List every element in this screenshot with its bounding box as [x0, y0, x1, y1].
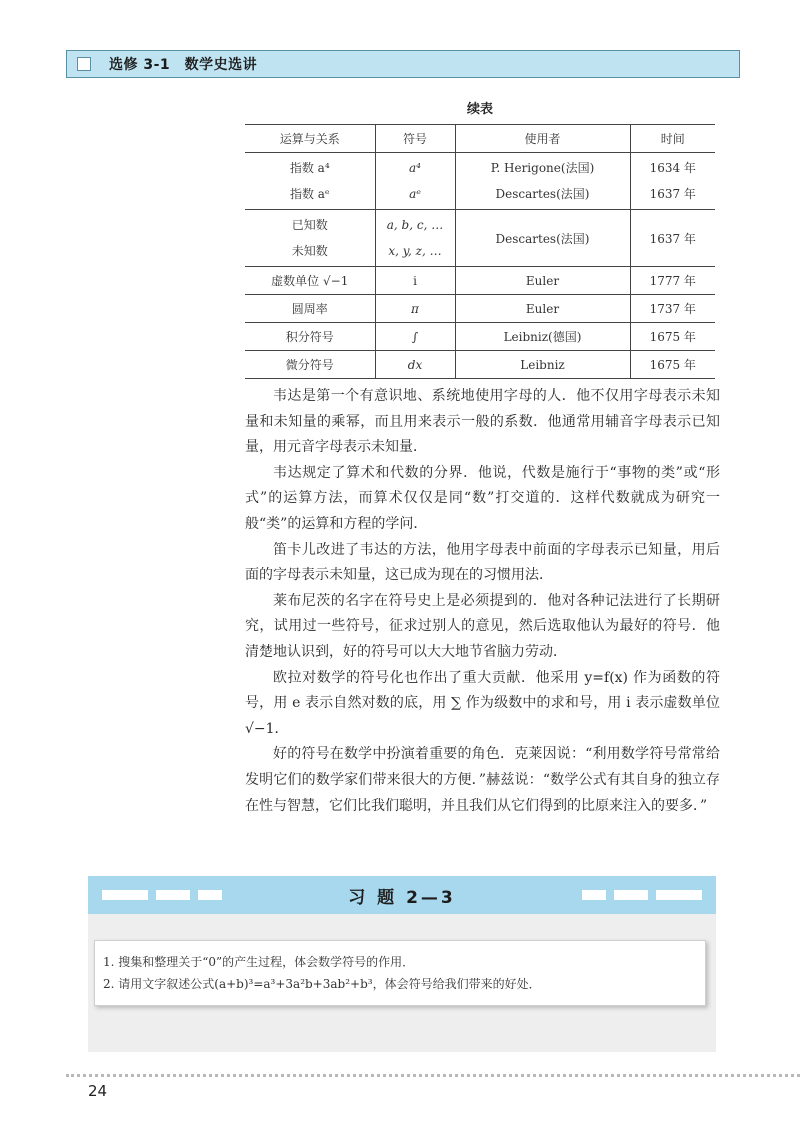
table-cell: 1675 年	[630, 323, 715, 351]
table-row	[245, 351, 715, 379]
table-row	[245, 323, 715, 351]
table-cell: 1637 年	[630, 210, 715, 267]
exercise-list	[94, 940, 706, 1006]
table-header-cell: 符号	[375, 125, 455, 153]
table-row	[245, 267, 715, 295]
table-cell: Leibniz(德国)	[455, 323, 630, 351]
banner-decor-bar	[582, 890, 606, 900]
header-square-icon	[77, 57, 91, 71]
exercise-item: 1. 搜集和整理关于“0”的产生过程，体会数学符号的作用．	[103, 955, 415, 969]
table-cell: P. Herigone(法国) Descartes(法国)	[455, 153, 630, 210]
table-cell: Euler	[455, 295, 630, 323]
table-cell: 微分符号	[245, 351, 375, 379]
table-header-cell: 时间	[630, 125, 715, 153]
table-cell: Euler	[455, 267, 630, 295]
paragraph-euler: 欧拉对数学的符号化也作出了重大贡献．他采用 y=f(x) 作为函数的符号，用 e 表示自然对数的底，用 ∑ 作为级数中的求和号，用 i 表示虚数单位 √−1．	[245, 669, 720, 737]
table-cell: 圆周率	[245, 295, 375, 323]
table-cell: i	[375, 267, 455, 295]
paragraph-descartes: 笛卡儿改进了韦达的方法，他用字母表中前面的字母表示已知量，用后面的字母表示未知量，这已成为现在的习惯用法．	[245, 541, 720, 584]
table-header-row	[245, 125, 715, 153]
table-cell: 指数 a⁴ 指数 aᵉ	[245, 153, 375, 210]
banner-decor-bar	[156, 890, 190, 900]
table-cell: Descartes(法国)	[455, 210, 630, 267]
table-row	[245, 295, 715, 323]
table-cell: 积分符号	[245, 323, 375, 351]
paragraph-algebra-arithmetic: 韦达规定了算术和代数的分界．他说，代数是施行于“事物的类”或“形式”的运算方法，而算术仅仅是同“数”打交道的．这样代数就成为研究一般“类”的运算和方程的学问．	[245, 464, 720, 532]
header-title: 选修 3-1 数学史选讲	[109, 57, 258, 73]
table-cell: 1777 年	[630, 267, 715, 295]
page-number: 24	[88, 1082, 108, 1100]
table-header-cell: 使用者	[455, 125, 630, 153]
table-cell: Leibniz	[455, 351, 630, 379]
table-row	[245, 153, 715, 210]
paragraph-vieta: 韦达是第一个有意识地、系统地使用字母的人．他不仅用字母表示未知量和未知量的乘幂，而且用来表示一般的系数．他通常用辅音字母表示已知量，用元音字母表示未知量．	[245, 388, 720, 456]
table-cell: 已知数 未知数	[245, 210, 375, 267]
banner-decor-bar	[102, 890, 148, 900]
table-cell: 1634 年 1637 年	[630, 153, 715, 210]
table-cell: 虚数单位 √−1	[245, 267, 375, 295]
table-header-cell: 运算与关系	[245, 125, 375, 153]
banner-decor-bar	[614, 890, 648, 900]
page-header	[66, 50, 740, 78]
banner-decor-bar	[656, 890, 702, 900]
footer-divider	[66, 1074, 800, 1077]
table-row	[245, 210, 715, 267]
paragraph-leibniz: 莱布尼茨的名字在符号史上是必须提到的．他对各种记法进行了长期研究，试用过一些符号，征求过别人的意见，然后选取他认为最好的符号．他清楚地认识到，好的符号可以大大地节省脑力劳动．	[245, 592, 720, 660]
symbol-history-table	[245, 124, 715, 379]
table-cell: ∫	[375, 323, 455, 351]
banner-decor-bar	[198, 890, 222, 900]
body-text	[245, 384, 720, 819]
table-caption: 续表	[466, 102, 493, 117]
exercise-item: 2. 请用文字叙述公式(a+b)³=a³+3a²b+3ab²+b³，体会符号给我们带来的好处．	[103, 977, 541, 991]
table-cell: 1737 年	[630, 295, 715, 323]
table-cell: dx	[375, 351, 455, 379]
table-cell: π	[375, 295, 455, 323]
table-cell: a⁴ aᵉ	[375, 153, 455, 210]
table-cell: 1675 年	[630, 351, 715, 379]
paragraph-quotes: 好的符号在数学中扮演着重要的角色．克莱因说：“利用数学符号常常给发明它们的数学家们带来很大的方便．”赫兹说：“数学公式有其自身的独立存在性与智慧，它们比我们聪明，并且我们从它们得到的比原来注入的要多．”	[245, 746, 720, 814]
exercise-banner	[88, 876, 716, 914]
exercise-title: 习 题 2—3	[348, 887, 456, 908]
table-cell: a, b, c, … x, y, z, …	[375, 210, 455, 267]
